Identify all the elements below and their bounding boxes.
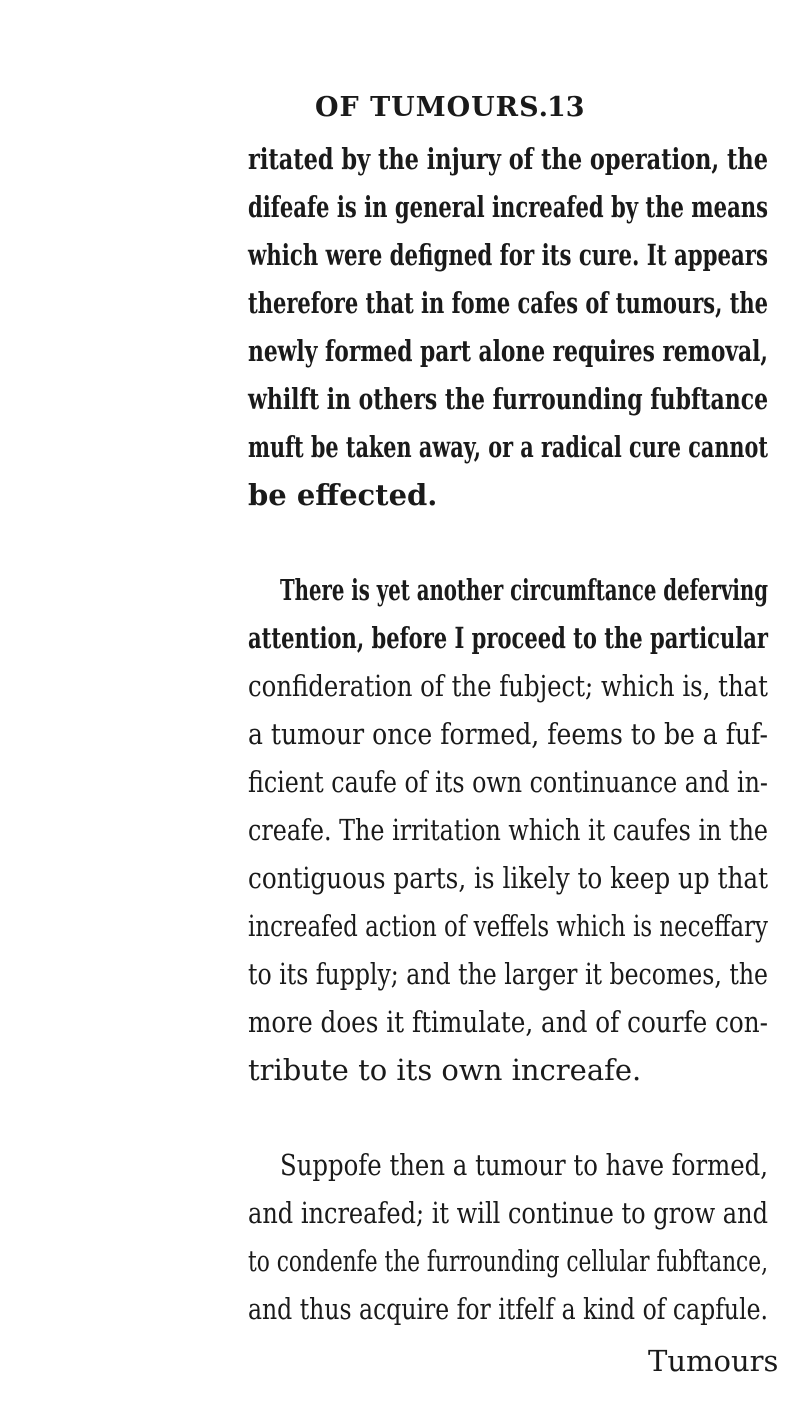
text-line: ritated by the injury of the operation, the <box>248 142 768 176</box>
catchword: Tumours <box>648 1344 779 1378</box>
text-line: contiguous parts, is likely to keep up that <box>248 861 769 895</box>
text-line: and thus acquire for itfelf a kind of capfule. <box>248 1292 769 1326</box>
running-title: OF TUMOURS. <box>315 92 550 123</box>
text-line: whilft in others the furrounding fubftance <box>248 382 769 416</box>
text-line: Suppofe then a tumour to have formed, <box>280 1148 769 1182</box>
text-line: a tumour once formed, feems to be a fuf- <box>248 717 769 751</box>
text-line: tribute to its own increafe. <box>248 1053 642 1087</box>
text-line: confideration of the fubject; which is, that <box>248 669 768 703</box>
text-line: difeafe is in general increafed by the means <box>248 190 768 224</box>
text-line: newly formed part alone requires removal, <box>248 334 768 368</box>
text-line: which were defigned for its cure. It appears <box>248 238 768 272</box>
text-line: There is yet another circumftance deferving <box>280 573 769 607</box>
text-line: more does it ftimulate, and of courfe con- <box>248 1005 769 1039</box>
text-line: be effected. <box>248 478 438 512</box>
text-line: ficient caufe of its own continuance and in- <box>248 765 768 799</box>
text-line: increafed action of veffels which is neceffary <box>248 909 768 943</box>
running-head <box>315 92 635 132</box>
text-line: and increafed; it will continue to grow and <box>248 1196 768 1230</box>
text-line: creafe. The irritation which it caufes in the <box>248 813 769 847</box>
text-line: to condenfe the furrounding cellular fubftance, <box>248 1244 768 1278</box>
text-line: muft be taken away, or a radical cure cannot <box>248 430 768 464</box>
page-number: 13 <box>547 92 585 123</box>
text-line: to its fupply; and the larger it becomes, the <box>248 957 769 991</box>
text-line: therefore that in fome cafes of tumours, the <box>248 286 769 320</box>
text-line: attention, before I proceed to the particular <box>248 621 769 655</box>
